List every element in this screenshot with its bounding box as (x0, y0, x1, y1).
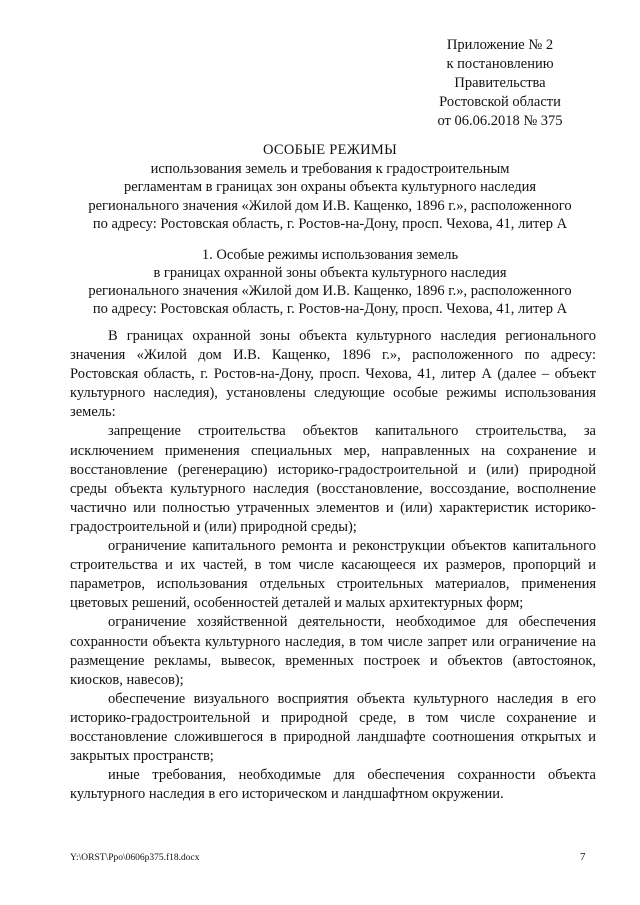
body-paragraph: обеспечение визуального восприятия объекта культурного наследия в его историко-градостроительной и природной среде, в том числе сохранение и восстановление сложившегося в природной ландшафте соотношения открытых и закрытых пространств; (70, 690, 596, 765)
appendix-header (400, 36, 600, 131)
body-paragraph: иные требования, необходимые для обеспечения сохранности объекта культурного наследия в его историческом и ландшафтном окружении. (70, 767, 596, 803)
title-line: регламентам в границах зон охраны объекта культурного наследия (123, 179, 537, 195)
footer-page-number: 7 (580, 851, 586, 863)
appendix-line: Приложение № 2 (446, 37, 554, 53)
body-paragraph: В границах охранной зоны объекта культурного наследия регионального значения «Жилой дом И.В. Кащенко, 1896 г.», расположенного по адресу: Ростовская область, г. Ростов-на-Дону, просп. Чехова, 41, литер А (далее – объект культурного наследия), установлены следующие особые режимы использования земель: (70, 328, 596, 421)
section-line: в границах охранной зоны объекта культурного наследия (153, 265, 507, 281)
section-line: по адресу: Ростовская область, г. Ростов-на-Дону, просп. Чехова, 41, литер А (92, 301, 568, 317)
body-paragraph: запрещение строительства объектов капитального строительства, за исключением применения специальных мер, направленных на сохранение и восстановление (регенерацию) историко-градостроительной и (или) природной среды объекта культурного наследия (восстановление, воссоздание, восполнение частично или полностью утраченных элементов и (или) характеристик историко-градостроительной и (или) природной среды); (70, 423, 596, 535)
appendix-line: Ростовской области (439, 94, 561, 110)
appendix-line: к постановлению (446, 56, 554, 72)
appendix-line: от 06.06.2018 № 375 (437, 113, 563, 129)
body-paragraph: ограничение хозяйственной деятельности, необходимое для обеспечения сохранности объекта культурного наследия, в том числе запрет или ограничение на размещение рекламы, вывесок, временных построек и объектов (автостоянок, киосков, навесов); (70, 614, 596, 688)
footer-file-path: Y:\ORST\Ppo\0606p375.f18.docx (70, 853, 200, 863)
title-line: регионального значения «Жилой дом И.В. Кащенко, 1896 г.», расположенного (88, 197, 572, 214)
title-main: ОСОБЫЕ РЕЖИМЫ (262, 142, 398, 158)
document-title (70, 141, 590, 234)
section-heading (70, 246, 590, 318)
section-line: 1. Особые режимы использования земель (201, 247, 459, 263)
body-paragraph: ограничение капитального ремонта и реконструкции объектов капитального строительства и их частей, в том числе касающееся их размеров, пропорций и параметров, использования отдельных строительных материалов, применения цветовых решений, особенностей деталей и малых архитектурных форм; (70, 538, 596, 612)
title-line: по адресу: Ростовская область, г. Ростов-на-Дону, просп. Чехова, 41, литер А (92, 216, 568, 232)
appendix-line: Правительства (454, 75, 546, 91)
title-line: использования земель и требования к градостроительным (150, 160, 510, 177)
body-text (70, 327, 596, 804)
section-line: регионального значения «Жилой дом И.В. Кащенко, 1896 г.», расположенного (88, 283, 572, 299)
